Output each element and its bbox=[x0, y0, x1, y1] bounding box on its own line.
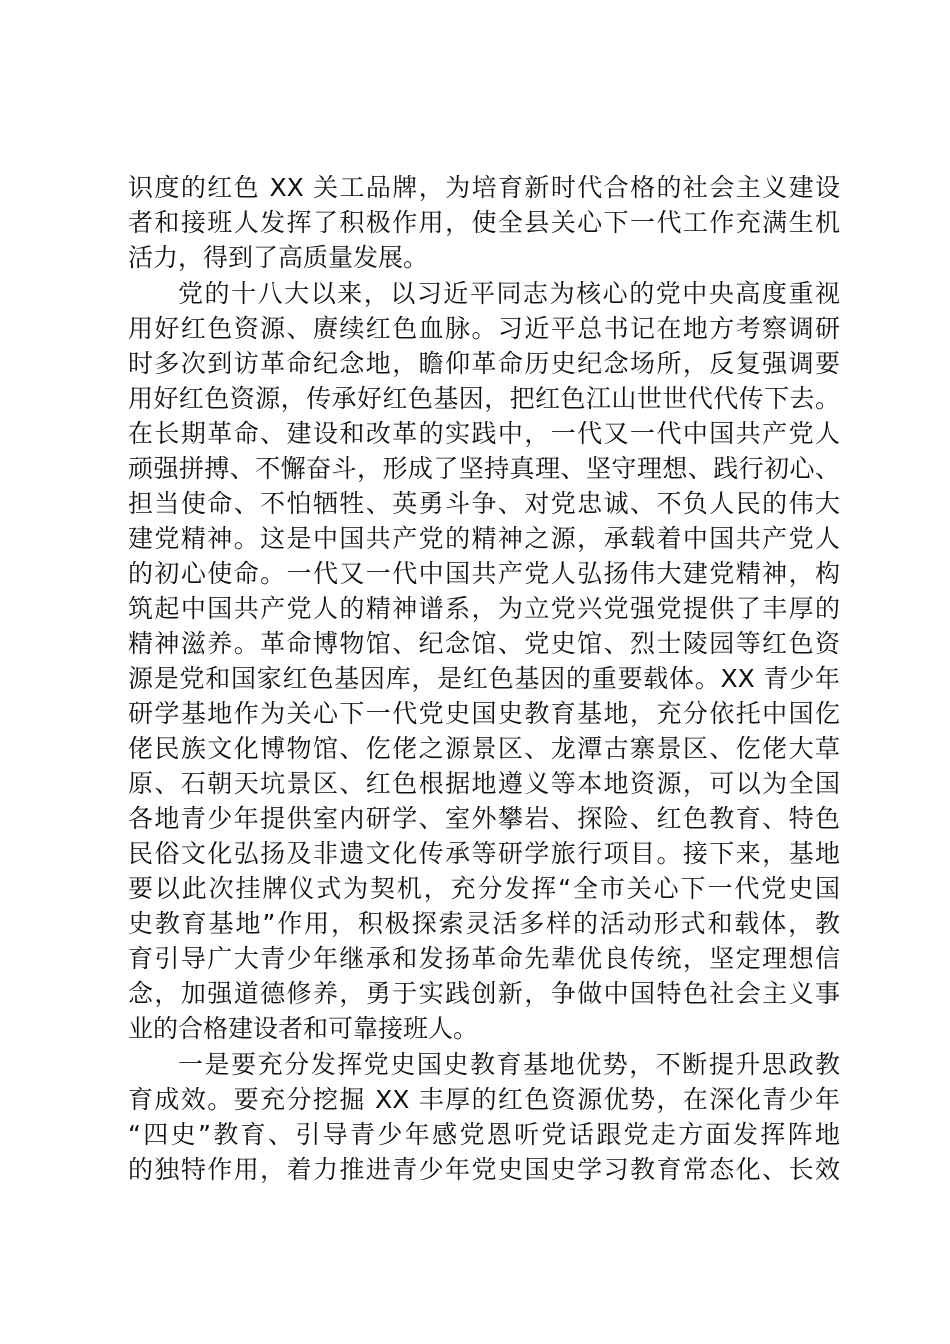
paragraph-first-line: 党的十八大以来，以习近平同志为核心的党中央高度重视 bbox=[178, 279, 840, 308]
text-line: 时多次到访革命纪念地，瞻仰革命历史纪念场所，反复强调要 bbox=[128, 349, 840, 378]
text-line: 识度的红色 XX 关工品牌，为培育新时代合格的社会主义建设 bbox=[128, 173, 840, 202]
text-line: 活力，得到了高质量发展。 bbox=[128, 243, 429, 272]
text-line: “四史”教育、引导青少年感党恩听党话跟党走方面发挥阵地 bbox=[128, 1120, 840, 1149]
text-line: 建党精神。这是中国共产党的精神之源，承载着中国共产党人 bbox=[128, 524, 840, 553]
text-line: 史教育基地”作用，积极探索灵活多样的活动形式和载体，教 bbox=[128, 909, 840, 938]
text-line: 念，加强道德修养，勇于实践创新，争做中国特色社会主义事 bbox=[128, 979, 840, 1008]
text-line: 的初心使命。一代又一代中国共产党人弘扬伟大建党精神，构 bbox=[128, 559, 840, 588]
text-line: 要以此次挂牌仪式为契机，充分发挥“全市关心下一代党史国 bbox=[128, 874, 840, 903]
text-line: 用好红色资源、赓续红色血脉。习近平总书记在地方考察调研 bbox=[128, 314, 840, 343]
text-line: 研学基地作为关心下一代党史国史教育基地，充分依托中国仡 bbox=[128, 699, 840, 728]
text-line: 原、石朝天坑景区、红色根据地遵义等本地资源，可以为全国 bbox=[128, 769, 840, 798]
text-line: 的独特作用，着力推进青少年党史国史学习教育常态化、长效 bbox=[128, 1155, 840, 1184]
text-line: 在长期革命、建设和改革的实践中，一代又一代中国共产党人 bbox=[128, 419, 840, 448]
text-line: 源是党和国家红色基因库，是红色基因的重要载体。XX 青少年 bbox=[128, 664, 840, 693]
text-line: 用好红色资源，传承好红色基因，把红色江山世世代代传下去。 bbox=[128, 384, 840, 413]
text-line: 业的合格建设者和可靠接班人。 bbox=[128, 1014, 479, 1043]
text-line: 民俗文化弘扬及非遗文化传承等研学旅行项目。接下来，基地 bbox=[128, 839, 840, 868]
text-line: 担当使命、不怕牺牲、英勇斗争、对党忠诚、不负人民的伟大 bbox=[128, 489, 840, 518]
text-line: 育引导广大青少年继承和发扬革命先辈优良传统，坚定理想信 bbox=[128, 944, 840, 973]
text-line: 顽强拼搏、不懈奋斗，形成了坚持真理、坚守理想、践行初心、 bbox=[128, 454, 840, 483]
text-line: 筑起中国共产党人的精神谱系，为立党兴党强党提供了丰厚的 bbox=[128, 594, 840, 623]
text-line: 精神滋养。革命博物馆、纪念馆、党史馆、烈士陵园等红色资 bbox=[128, 629, 840, 658]
paragraph-first-line: 一是要充分发挥党史国史教育基地优势，不断提升思政教 bbox=[178, 1050, 840, 1079]
text-line: 者和接班人发挥了积极作用，使全县关心下一代工作充满生机 bbox=[128, 208, 840, 237]
text-line: 佬民族文化博物馆、仡佬之源景区、龙潭古寨景区、仡佬大草 bbox=[128, 734, 840, 763]
text-line: 育成效。要充分挖掘 XX 丰厚的红色资源优势，在深化青少年 bbox=[128, 1085, 840, 1114]
text-line: 各地青少年提供室内研学、室外攀岩、探险、红色教育、特色 bbox=[128, 804, 840, 833]
